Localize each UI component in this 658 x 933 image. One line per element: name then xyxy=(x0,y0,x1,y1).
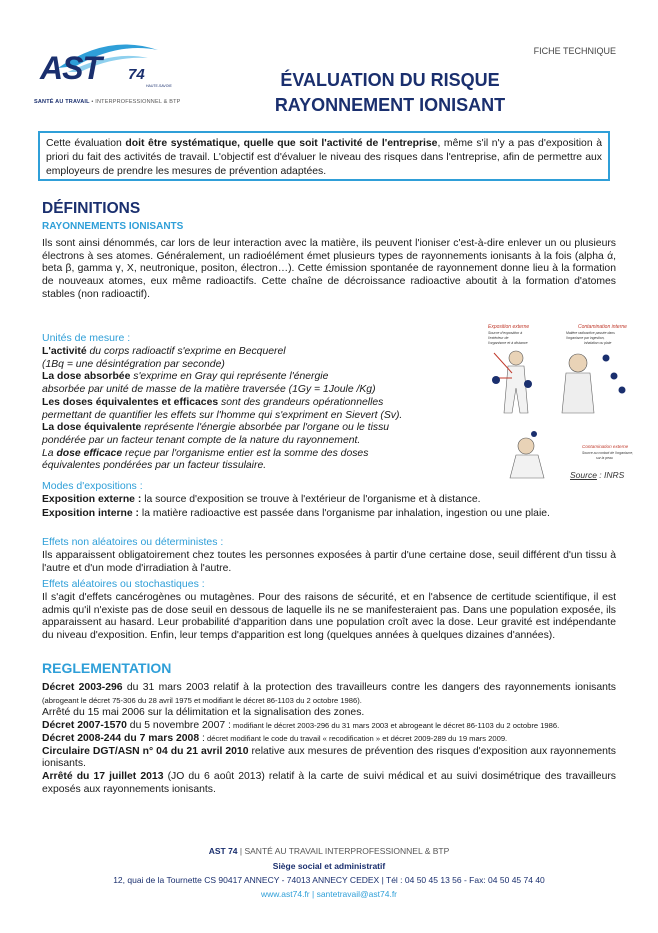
svg-text:inhalation ou plaie: inhalation ou plaie xyxy=(584,341,612,345)
unit-line: Les doses équivalentes et efficaces sont des grandeurs opérationnelles xyxy=(42,396,384,408)
svg-text:Source d'exposition à: Source d'exposition à xyxy=(488,331,523,335)
intro-box: Cette évaluation doit être systématique, quelle que soit l'activité de l'entreprise, même s'il n'y a pas d'exposition à priori du fait des activités de travail. L'objectif est d'évaluer le niveau des risques dans l'entreprise, afin de permettre aux employeurs de prendre les mesures de prévention adaptées. xyxy=(38,131,610,181)
page-title-line2: RAYONNEMENT IONISANT xyxy=(274,95,506,115)
footer-address: 12, quai de la Tournette CS 90417 ANNECY - 74013 ANNECY CEDEX | Tél : 04 50 45 13 56 - Fax: 04 50 45 74 40 xyxy=(113,875,545,885)
non-random-effects-text: Ils apparaissent obligatoirement chez toutes les personnes exposées à partir d'une certaine dose, seuil différent d'un tissu à l'autre et d'un mode d'irradiation à l'autre. xyxy=(42,550,616,574)
modes-title: Modes d'expositions : xyxy=(42,480,143,492)
svg-text:l'organisme et à distance: l'organisme et à distance xyxy=(488,341,528,345)
doc-type-label: FICHE TECHNIQUE xyxy=(533,46,616,56)
svg-text:l'extérieur de: l'extérieur de xyxy=(488,336,509,340)
units-title: Unités de mesure : xyxy=(42,332,131,344)
exposure-illustration xyxy=(486,318,642,486)
exposure-internal: Exposition interne : la matière radioactive est passée dans l'organisme par inhalation, ingestion ou une plaie. xyxy=(42,508,550,519)
logo-region: HAUTE-SAVOIE xyxy=(146,84,172,88)
units-list xyxy=(42,346,482,473)
regulation-item: Arrêté du 15 mai 2006 sur la délimitation et la signalisation des zones. xyxy=(42,707,365,719)
svg-text:Matière radioactive passée dan: Matière radioactive passée dans xyxy=(566,331,615,335)
svg-text:sur la peau: sur la peau xyxy=(596,456,613,460)
exposure-external: Exposition externe : la source d'exposition se trouve à l'extérieur de l'organisme et à distance. xyxy=(42,494,481,505)
random-effects-title: Effets aléatoires ou stochastiques : xyxy=(42,578,205,590)
regulation-list xyxy=(42,682,616,796)
unit-line: La dose absorbée s'exprime en Gray qui représente l'énergie xyxy=(42,371,329,383)
footer-web-link[interactable]: www.ast74.fr | santetravail@ast74.fr xyxy=(260,889,398,899)
definitions-subheading: RAYONNEMENTS IONISANTS xyxy=(42,221,184,232)
unit-line: La dose équivalente représente l'énergie absorbée par l'organe ou le tissu xyxy=(42,422,390,434)
svg-text:Source au contact de l'organis: Source au contact de l'organisme, xyxy=(582,451,634,455)
figure-label-contam-int: Contamination interne xyxy=(578,324,627,330)
footer-hq: Siège social et administratif xyxy=(272,861,386,871)
non-random-effects-title: Effets non aléatoires ou déterministes : xyxy=(42,536,224,548)
regulation-item: Circulaire DGT/ASN n° 04 du 21 avril 2010 relative aux mesures de prévention des risques d'exposition aux rayonnements ionisants. xyxy=(42,745,616,770)
logo-tagline: SANTÉ AU TRAVAIL • INTERPROFESSIONNEL & BTP xyxy=(34,99,181,105)
figure-source: Source : INRS xyxy=(570,470,625,480)
figure-label-contam-ext: Contamination externe xyxy=(582,444,629,449)
page-title-line1: ÉVALUATION DU RISQUE xyxy=(280,70,500,90)
definitions-heading: DÉFINITIONS xyxy=(42,200,141,217)
unit-line: (1Bq = une désintégration par seconde) xyxy=(42,358,225,370)
regulation-item: Décret 2007-1570 du 5 novembre 2007 : modifiant le décret 2003-296 du 31 mars 2003 et abrogeant le décret 86-1103 du 2 octobre 1986. xyxy=(42,720,560,732)
unit-line: La dose efficace reçue par l'organisme entier est la somme des doses xyxy=(42,447,369,459)
regulation-heading: REGLEMENTATION xyxy=(42,660,172,676)
figure-label-ext: Exposition externe xyxy=(488,324,530,330)
definitions-paragraph: Ils sont ainsi dénommés, car lors de leur interaction avec la matière, ils peuvent l'ioniser c'est-à-dire enlever un ou plusieurs électrons à ses atomes. Généralement, un radioélément émet plusieurs types de rayonnements ionisants à la fois (alpha ά, beta β, gamma γ, X, neutronique, positon, électron…). Cette émission spontanée de rayonnement donne lieu à la formation de nouveaux atomes, eux même radioactifs. Cette chaîne de décroissance radioactive aboutit à la formation d'atomes stables (non radioactif). xyxy=(42,238,616,300)
unit-line: équivalentes pondérées par un facteur tissulaire. xyxy=(42,460,267,472)
unit-line: pondérée par un facteur tenant compte de la nature du rayonnement. xyxy=(42,434,361,446)
regulation-item: Décret 2008-244 du 7 mars 2008 : décret modifiant le code du travail « recodification » et décret 2009-289 du 19 mars 2009. xyxy=(42,732,508,744)
regulation-item: Arrêté du 17 juillet 2013 (JO du 6 août 2013) relatif à la carte de suivi médical et au suivi dosimétrique des travailleurs exposés aux rayonnements ionisants. xyxy=(42,770,616,795)
regulation-item: Décret 2003-296 du 31 mars 2003 relatif à la protection des travailleurs contre les dangers des rayonnements ionisants (abrogeant le décret 75-306 du 28 avril 1975 et modifiant le décret 86-1103 du 2 octobre 1986). xyxy=(42,682,616,705)
unit-line: permettant de quantifier les effets sur l'homme qui s'expriment en Sievert (Sv). xyxy=(42,409,403,421)
random-effects-text: Il s'agit d'effets cancérogènes ou mutagènes. Pour des raisons de sécurité, et en l'absence de certitude scientifique, il est admis qu'il n'existe pas de dose seuil en dessous de laquelle ils ne se manifesteraient pas. Dans une population exposée, ils apparaissent au hasard. Leur probabilité d'apparition dans une population croît avec la dose. Leur gravité est indépendante du niveau d'exposition. Enfin, leur temps d'apparition est long (quelques années à quelques dizaines d'années). xyxy=(42,592,616,642)
svg-text:l'organisme par ingestion,: l'organisme par ingestion, xyxy=(566,336,605,340)
unit-line: L'activité du corps radioactif s'exprime en Becquerel xyxy=(42,346,286,357)
logo-text: AST xyxy=(40,50,101,86)
logo-number: 74 xyxy=(128,66,145,83)
unit-line: absorbée par unité de masse de la matière traversée (1Gy = 1Joule /Kg) xyxy=(42,384,376,396)
footer-org: AST 74 | SANTÉ AU TRAVAIL INTERPROFESSIONNEL & BTP xyxy=(208,846,450,856)
